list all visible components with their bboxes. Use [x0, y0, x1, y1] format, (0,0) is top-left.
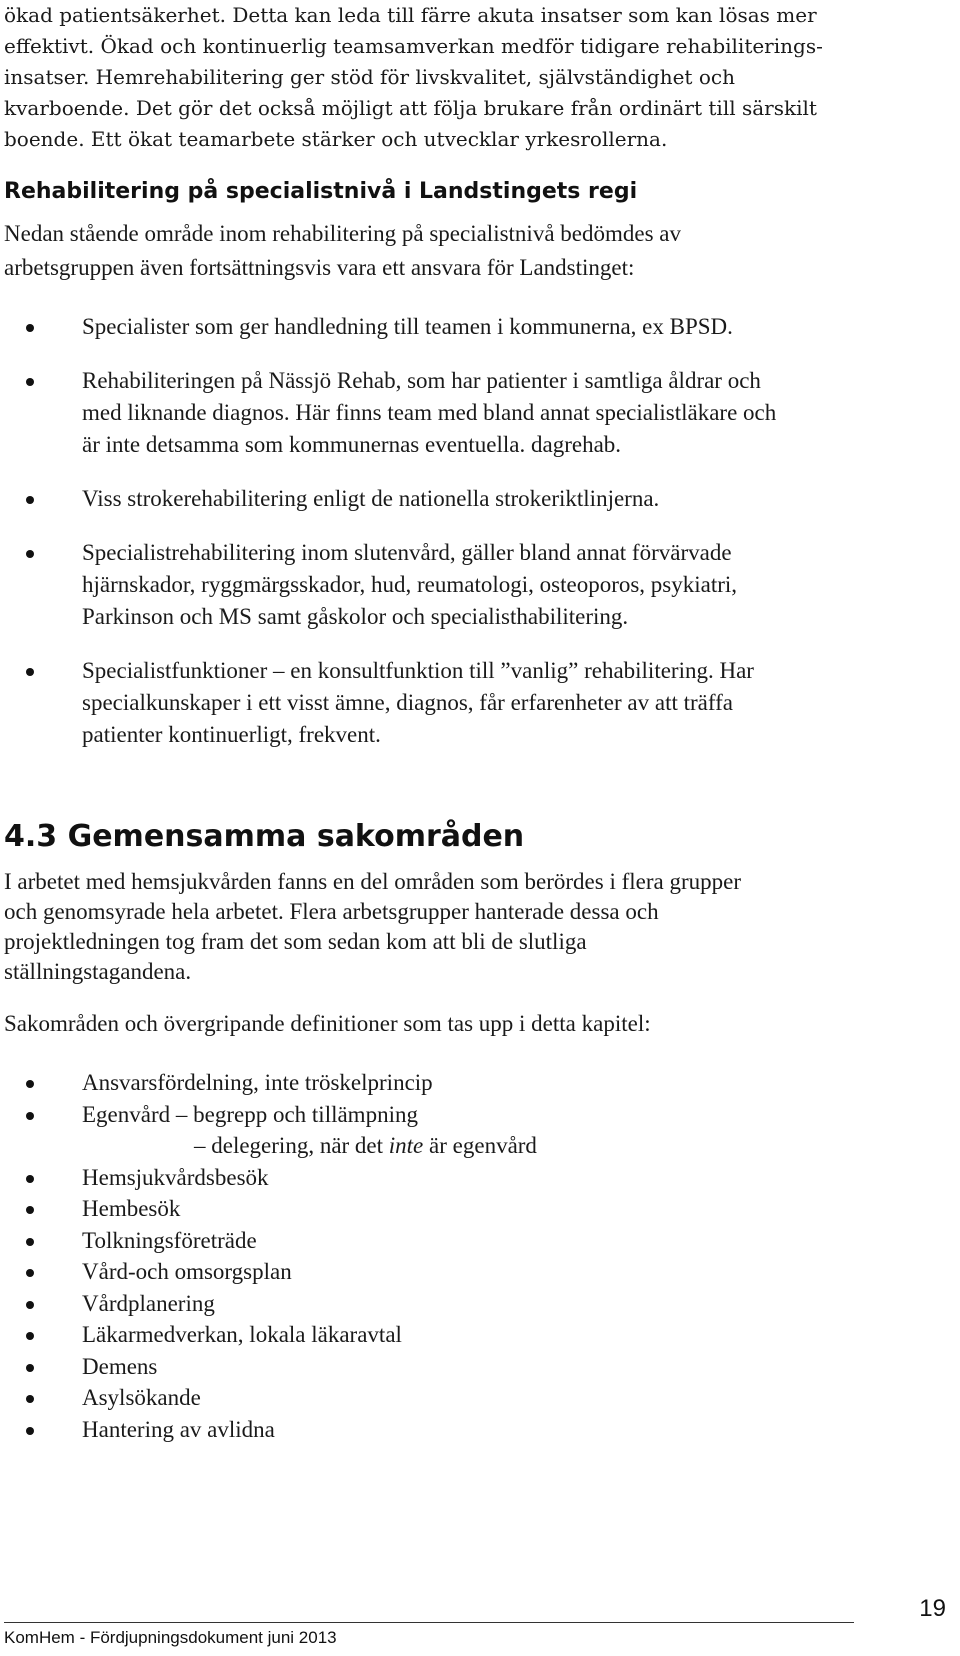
page-number: 19	[919, 1595, 946, 1622]
list-item	[4, 1382, 948, 1414]
list-item	[4, 537, 948, 633]
section-heading-4-3: 4.3 Gemensamma sakområden	[4, 819, 525, 854]
topic-label: Asylsökande	[82, 1385, 201, 1410]
intro-line: boende. Ett ökat teamarbete stärker och utvecklar yrkesrollerna.	[4, 127, 668, 151]
list-item	[4, 1256, 948, 1288]
topics-intro: Sakområden och övergripande definitioner som tas upp i detta kapitel:	[4, 1011, 651, 1036]
text-line: och genomsyrade hela arbetet. Flera arbetsgrupper hanterade dessa och	[4, 899, 659, 924]
sub-line-text: – delegering, när det	[194, 1133, 389, 1158]
bullet-icon	[26, 1238, 34, 1246]
bullet-icon	[26, 496, 34, 504]
bullet-icon	[26, 1269, 34, 1277]
text-line: patienter kontinuerligt, frekvent.	[82, 722, 381, 747]
bullet-icon	[26, 1206, 34, 1214]
list-item	[4, 365, 948, 461]
intro-line: insatser. Hemrehabilitering ger stöd för livskvalitet, självständighet och	[4, 65, 735, 89]
bullet-icon	[26, 1332, 34, 1340]
text-line: Specialister som ger handledning till teamen i kommunerna, ex BPSD.	[82, 314, 733, 339]
list-item	[4, 483, 948, 515]
intro-line: ökad patientsäkerhet. Detta kan leda till färre akuta insatser som kan lösas mer	[4, 3, 817, 27]
text-line: Nedan stående område inom rehabilitering på specialistnivå bedömdes av	[4, 221, 681, 246]
text-line: specialkunskaper i ett visst ämne, diagnos, får erfarenheter av att träffa	[82, 690, 733, 715]
text-line: Viss strokerehabilitering enligt de nationella strokeriktlinjerna.	[82, 486, 660, 511]
list-item	[4, 1288, 948, 1320]
topic-label: Hantering av avlidna	[82, 1416, 275, 1442]
list-item	[4, 1319, 948, 1351]
topic-label: Egenvård – begrepp och tillämpning	[82, 1101, 418, 1127]
topic-label: Tolkningsföreträde	[82, 1227, 257, 1253]
topics-bullet-list-continued	[4, 1162, 948, 1446]
intro-line: kvarboende. Det gör det också möjligt att följa brukare från ordinärt till särskilt	[4, 96, 817, 120]
sub-line-emphasis: inte	[388, 1133, 424, 1158]
bullet-icon	[26, 324, 34, 332]
text-line: är inte detsamma som kommunernas eventuella. dagrehab.	[82, 432, 622, 457]
text-line: ställningstagandena.	[4, 959, 192, 984]
section-4-3-paragraph	[4, 867, 948, 987]
list-item	[4, 1414, 948, 1446]
text-line: Specialistrehabilitering inom slutenvård, gäller bland annat förvärvade	[82, 540, 732, 565]
intro-line: effektivt. Ökad och kontinuerlig teamsamverkan medför tidigare rehabiliterings-	[4, 34, 823, 58]
text-line: Rehabiliteringen på Nässjö Rehab, som har patienter i samtliga åldrar och	[82, 368, 761, 393]
topic-label: Läkarmedverkan, lokala läkaravtal	[82, 1322, 402, 1347]
text-line: arbetsgruppen även fortsättningsvis vara ett ansvara för Landstinget:	[4, 255, 635, 280]
topics-bullet-list	[4, 1067, 948, 1130]
topic-label: Hemsjukvårdsbesök	[82, 1164, 269, 1190]
specialist-intro	[4, 217, 948, 285]
list-item	[4, 1351, 948, 1383]
bullet-icon	[26, 1301, 34, 1309]
specialist-bullet-list	[4, 311, 948, 751]
list-item	[4, 1162, 948, 1194]
section-heading-specialist: Rehabilitering på specialistnivå i Landstingets regi	[4, 179, 638, 204]
list-item	[4, 1067, 948, 1099]
list-item	[4, 655, 948, 751]
bullet-icon	[26, 1175, 34, 1183]
text-line: med liknande diagnos. Här finns team med bland annat specialistläkare och	[82, 400, 777, 425]
topic-label: Ansvarsfördelning, inte tröskelprincip	[82, 1070, 433, 1095]
text-line: Specialistfunktioner – en konsultfunktion till ”vanlig” rehabilitering. Har	[82, 658, 754, 683]
topic-label: Vårdplanering	[82, 1290, 215, 1316]
bullet-icon	[26, 668, 34, 676]
footer-text: KomHem - Fördjupningsdokument juni 2013	[4, 1628, 337, 1647]
text-line: hjärnskador, ryggmärgsskador, hud, reumatologi, osteoporos, psykiatri,	[82, 572, 738, 597]
text-line: I arbetet med hemsjukvården fanns en del områden som berördes i flera grupper	[4, 869, 741, 894]
bullet-icon	[26, 550, 34, 558]
list-item	[4, 311, 948, 343]
text-line: Parkinson och MS samt gåskolor och specialisthabilitering.	[82, 604, 629, 629]
topic-label: Vård-och omsorgsplan	[82, 1259, 292, 1284]
text-line: projektledningen tog fram det som sedan kom att bli de slutliga	[4, 929, 587, 954]
sub-line-text: är egenvård	[423, 1133, 537, 1158]
topic-label: Hembesök	[82, 1196, 181, 1221]
topic-label: Demens	[82, 1353, 158, 1379]
list-item	[4, 1099, 948, 1131]
bullet-icon	[26, 1364, 34, 1372]
intro-paragraph	[4, 0, 948, 155]
bullet-icon	[26, 1112, 34, 1120]
bullet-icon	[26, 1427, 34, 1435]
footer-divider	[4, 1622, 854, 1623]
bullet-icon	[26, 378, 34, 386]
bullet-icon	[26, 1395, 34, 1403]
list-item	[4, 1193, 948, 1225]
topic-sub-line	[4, 1130, 948, 1162]
bullet-icon	[26, 1080, 34, 1088]
list-item	[4, 1225, 948, 1257]
